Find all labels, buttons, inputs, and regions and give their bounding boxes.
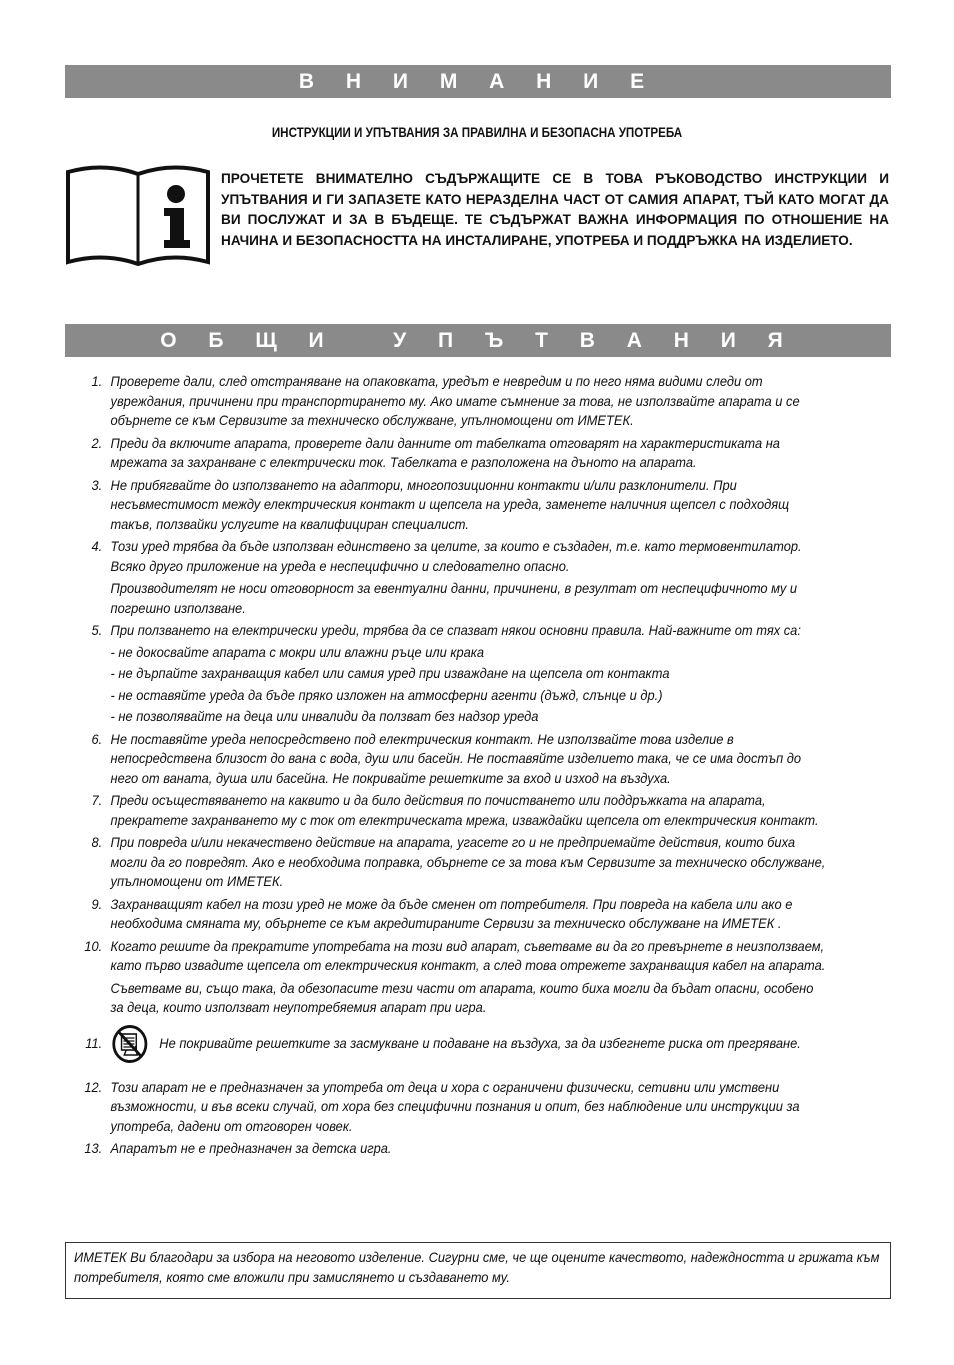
list-item [82, 1139, 829, 1159]
list-item [82, 372, 829, 431]
item-text: Не поставяйте уреда непосредствено под електрическия контакт. Не използвайте това изделие в непосредствена близост до вана с вода, душ или басейн. Не поставяйте изделието така, че се има достъп до него от ваната, душа или басейна. Не покривайте решетките за вход и изход на въздуха. [110, 730, 802, 786]
item-number: 5. [91, 622, 103, 638]
item-text: При ползването на електрически уреди, трябва да се спазват някои основни правила. Най-важните от тях са: [110, 622, 801, 638]
list-item [82, 434, 829, 473]
item-text: Проверете дали, след отстраняване на опаковката, уредът е невредим и по него няма видими следи от увреждания, причинени при транспортирането му. Ако имате съмнение за това, не използвайте апарата и се обърнете се към Сервизите за техническо обслужване, упълномощени от ИМЕТЕК. [110, 373, 800, 428]
item-number: 9. [91, 895, 103, 912]
general-instructions-banner: О Б Щ И У П Ъ Т В А Н И Я [65, 324, 891, 357]
list-item [82, 476, 829, 535]
item-text: Преди да включите апарата, проверете дали данните от табелката отговарят на характеристиката на мрежата за захранване с електрически ток. Табелката е разположена на дъното на апарата. [110, 434, 780, 470]
item-number: 3. [91, 476, 103, 493]
item-extra-text: Съветваме ви, също така, да обезопасите тези части от апарата, които биха могли да бъдат опасни, особено за деца, които използват неупотребяемия апарат при игра. [110, 979, 814, 1015]
sub-item: - не докосвайте апарата с мокри или влажни ръце или крака [110, 643, 485, 660]
list-item [82, 1022, 829, 1066]
list-item [82, 730, 829, 789]
item-text: Този уред трябва да бъде използван единствено за целите, за които е създаден, т.е. като термовентилатор. Всяко друго приложение на уреда е неспецифично и следователно опасно. [110, 538, 802, 574]
item-number: 1. [91, 373, 103, 389]
item-number: 8. [91, 834, 103, 850]
info-book-icon [64, 160, 212, 268]
safety-subtitle: ИНСТРУКЦИИ И УПЪТВАНИЯ ЗА ПРАВИЛНА И БЕЗОПАСНА УПОТРЕБА [271, 125, 683, 140]
list-item [82, 1078, 829, 1137]
item-text: При повреда и/или некачествено действие на апарата, угасете го и не предприемайте действия, които биха могли да го повредят. Ако е необходима поправка, обърнете се за това към Сервизите за техническо обслужване, упълномощени от ИМЕТЕК. [110, 834, 826, 889]
item-number: 7. [91, 792, 103, 808]
sub-item: - не дърпайте захранващия кабел или самия уред при изваждане на щепсела от контакта [110, 665, 670, 681]
list-item [82, 833, 829, 892]
list-item [82, 937, 829, 1018]
list-item [82, 621, 829, 727]
item-text: Не прибягвайте до използването на адаптори, многопозиционни контакти и/или разклонители. При несъвместимост между електрическия контакт и щепсела на уреда, заменете наличния щепсел с подходящ такъв, ползвайки услугите на квалифициран специалист. [110, 476, 790, 532]
list-item [82, 537, 829, 618]
list-item [82, 895, 829, 934]
item-text: Преди осъществяването на каквито и да било действия по почистването или поддръжката на апарата, прекратете захранването му с ток от електрическата мрежа, изваждайки щепсела от електрическия контакт. [110, 792, 819, 828]
item-text: Захранващият кабел на този уред не може да бъде сменен от потребителя. При повреда на кабела или ако е необходима смяната му, обърнете се към акредитираните Сервизи за техническо обслужване на ИМЕТЕК . [110, 895, 793, 931]
item-number: 13. [84, 1140, 103, 1156]
item-number: 2. [91, 434, 103, 451]
thank-you-text: ИМЕТЕК Ви благодари за избора на неговото изделение. Сигурни сме, че ще оцените качеството, надеждността и грижата към потребителя, която сме вложили при замислянето и създаването му. [74, 1249, 880, 1285]
instructions-list [82, 372, 829, 1162]
sub-item: - не оставяйте уреда да бъде пряко изложен на атмосферни агенти (дъжд, слънце и др.) [110, 686, 663, 703]
item-text: Не покривайте решетките за засмукване и подаване на въздуха, за да избегнете риска от прегряване. [159, 1034, 801, 1051]
thank-you-box [65, 1242, 891, 1299]
item-number: 6. [91, 730, 103, 747]
sub-item: - не позволявайте на деца или инвалиди да ползват без надзор уреда [110, 708, 539, 724]
list-item [82, 791, 829, 830]
intro-paragraph: ПРОЧЕТЕТЕ ВНИМАТЕЛНО СЪДЪРЖАЩИТЕ СЕ В ТОВА РЪКОВОДСТВО ИНСТРУКЦИИ И УПЪТВАНИЯ И ГИ ЗАПАЗЕТЕ КАТО НЕРАЗДЕЛНА ЧАСТ ОТ САМИЯ АПАРАТ, ТЪЙ КАТО МОГАТ ДА ВИ ПОСЛУЖАТ И ЗА В БЪДЕЩЕ. ТЕ СЪДЪРЖАТ ВАЖНА ИНФОРМАЦИЯ ПО ОТНОШЕНИЕ НА НАЧИНА И БЕЗОПАСНОСТТА НА ИНСТАЛИРАНЕ, УПОТРЕБА И ПОДДРЪЖКА НА ИЗДЕЛИЕТО. [221, 171, 889, 248]
item-text: Този апарат не е предназначен за употреба от деца и хора с ограничени физически, сетивни или умствени възможности, и във всеки случай, от хора без специфични познания и опит, без наблюдение или инструкции за употреба, дадени от отговорен човек. [110, 1078, 800, 1134]
attention-banner: В Н И М А Н И Е [65, 65, 891, 98]
item-number: 12. [84, 1078, 103, 1095]
do-not-cover-icon [111, 1024, 148, 1064]
item-text: Апаратът не е предназначен за детска игра. [110, 1140, 392, 1156]
item-number: 11. [85, 1034, 103, 1051]
item-number: 10. [84, 937, 103, 954]
item-extra-text: Производителят не носи отговорност за евентуални данни, причинени, в резултат от неспецифичното му и погрешно използване. [110, 580, 798, 616]
item-number: 4. [91, 538, 103, 554]
item-text: Когато решите да прекратите употребата на този вид апарат, съветваме ви да го превърнете в неизползваем, като първо извадите щепсела от електрическия контакт, а след това отрежете захранващия кабел на апарата. [110, 937, 826, 973]
